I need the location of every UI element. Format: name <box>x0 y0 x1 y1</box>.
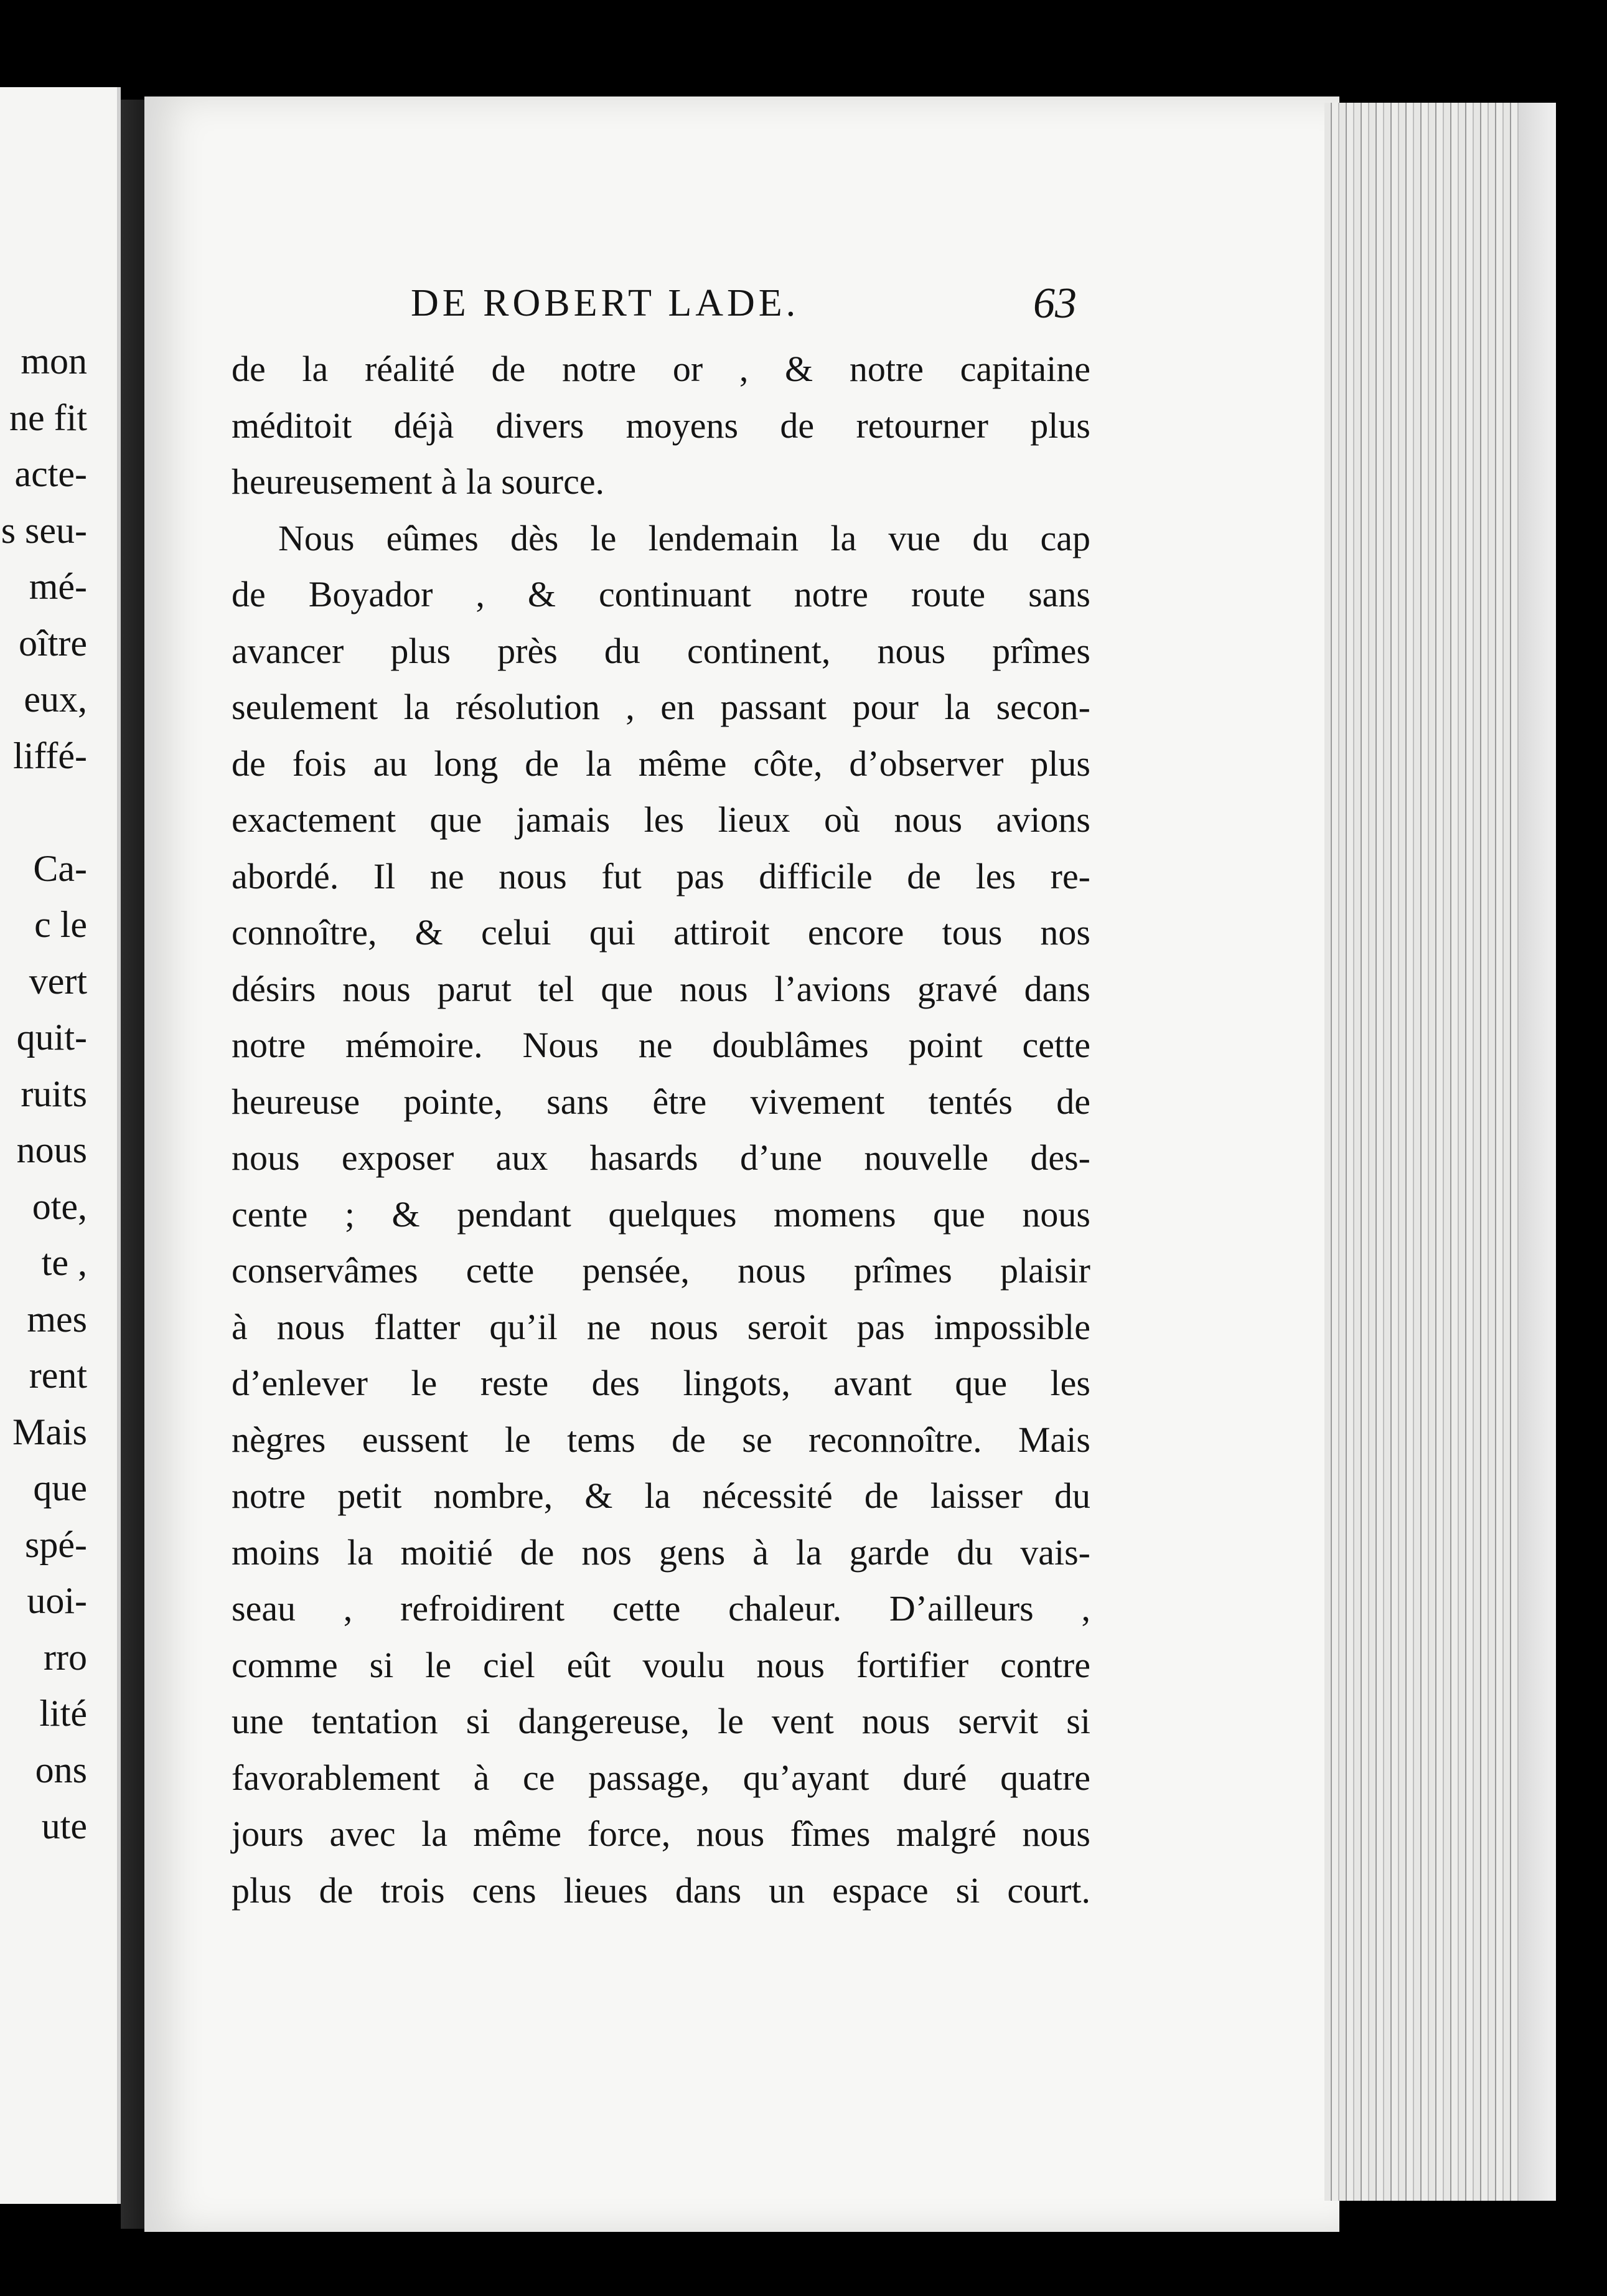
previous-page-fragment-line: Mais <box>12 1411 87 1452</box>
page-edges <box>1324 103 1556 2201</box>
text-line: méditoit déjà divers moyens de retourner plus <box>232 405 1090 446</box>
page-number: 63 <box>1033 280 1077 327</box>
previous-page-fragment-line: ons <box>35 1749 87 1790</box>
previous-page-fragment-line: oître <box>19 622 87 664</box>
previous-page-fragment-line: rent <box>29 1355 87 1396</box>
text-line: conservâmes cette pensée, nous prîmes plaisir <box>232 1250 1090 1291</box>
previous-page-fragment-line <box>1 784 87 840</box>
text-line: à nous flatter qu’il ne nous seroit pas impossible <box>232 1306 1090 1347</box>
previous-page-line-ends <box>1 333 87 1855</box>
previous-page-fragment-line: ruits <box>21 1073 87 1114</box>
text-line: de Boyador , & continuant notre route sans <box>232 574 1090 614</box>
previous-page-fragment-line: spé- <box>25 1523 87 1565</box>
text-line: connoître, & celui qui attiroit encore tous nos <box>232 912 1090 953</box>
text-line: nous exposer aux hasards d’une nouvelle des- <box>232 1137 1090 1178</box>
text-line: abordé. Il ne nous fut pas difficile de les re- <box>232 855 1090 896</box>
text-line: notre mémoire. Nous ne doublâmes point cette <box>232 1025 1090 1065</box>
previous-page-fragment-line: quit- <box>16 1017 87 1058</box>
previous-page-fragment-line: mes <box>27 1298 87 1340</box>
previous-page-fragment-line: que <box>33 1467 87 1508</box>
text-line: de la réalité de notre or , & notre capitaine <box>232 349 1090 389</box>
text-line: de fois au long de la même côte, d’observer plus <box>232 743 1090 784</box>
text-line: désirs nous parut tel que nous l’avions gravé dans <box>232 968 1090 1009</box>
previous-page-fragment-line: mon <box>21 341 87 382</box>
body-text <box>232 341 1090 1919</box>
text-line: jours avec la même force, nous fîmes malgré nous <box>232 1814 1090 1854</box>
text-line: moins la moitié de nos gens à la garde du vais- <box>232 1531 1090 1573</box>
text-line: comme si le ciel eût voulu nous fortifier contre <box>232 1644 1090 1685</box>
text-line: plus de trois cens lieues dans un espace si court. <box>232 1870 1090 1911</box>
previous-page-fragment-line: c le <box>34 904 87 945</box>
text-line: heureuse pointe, sans être vivement tentés de <box>232 1081 1090 1122</box>
text-line: seulement la résolution , en passant pour la secon- <box>232 687 1090 727</box>
previous-page-fragment-line: Ca- <box>33 847 87 889</box>
text-line: avancer plus près du continent, nous prîmes <box>232 630 1090 671</box>
text-line: seau , refroidirent cette chaleur. D’ailleurs , <box>232 1588 1090 1629</box>
previous-page-fragment-line: ne fit <box>9 397 87 438</box>
previous-page-fragment-line: nous <box>16 1129 87 1170</box>
previous-page-fragment <box>0 87 121 2204</box>
previous-page-fragment-line: mé- <box>29 566 87 607</box>
text-line: heureusement à la source. <box>232 461 605 502</box>
previous-page-fragment-line: uoi- <box>27 1580 87 1621</box>
text-line: notre petit nombre, & la nécessité de laisser du <box>232 1475 1090 1516</box>
text-line: nègres eussent le tems de se reconnoître. Mais <box>232 1419 1090 1460</box>
previous-page-fragment-line: ute <box>41 1805 87 1847</box>
previous-page-fragment-line: lité <box>39 1693 87 1734</box>
previous-page-fragment-line: s seu- <box>1 509 87 551</box>
previous-page-fragment-line: acte- <box>14 453 87 494</box>
previous-page-fragment-line: liffé- <box>13 735 87 776</box>
previous-page-fragment-line: vert <box>29 960 87 1002</box>
running-head: DE ROBERT LADE. <box>411 282 800 324</box>
text-line: Nous eûmes dès le lendemain la vue du cap <box>278 517 1090 558</box>
text-line: exactement que jamais les lieux où nous avions <box>232 799 1090 840</box>
previous-page-fragment-line: eux, <box>24 679 87 720</box>
text-line: cente ; & pendant quelques momens que nous <box>232 1193 1090 1235</box>
previous-page-fragment-line: te , <box>41 1242 87 1283</box>
text-line: d’enlever le reste des lingots, avant que les <box>232 1363 1090 1403</box>
previous-page-fragment-line: ote, <box>32 1185 87 1227</box>
previous-page-fragment-line: rro <box>44 1636 87 1678</box>
text-line: favorablement à ce passage, qu’ayant duré quatre <box>232 1757 1090 1798</box>
text-line: une tentation si dangereuse, le vent nous servit si <box>232 1701 1090 1741</box>
